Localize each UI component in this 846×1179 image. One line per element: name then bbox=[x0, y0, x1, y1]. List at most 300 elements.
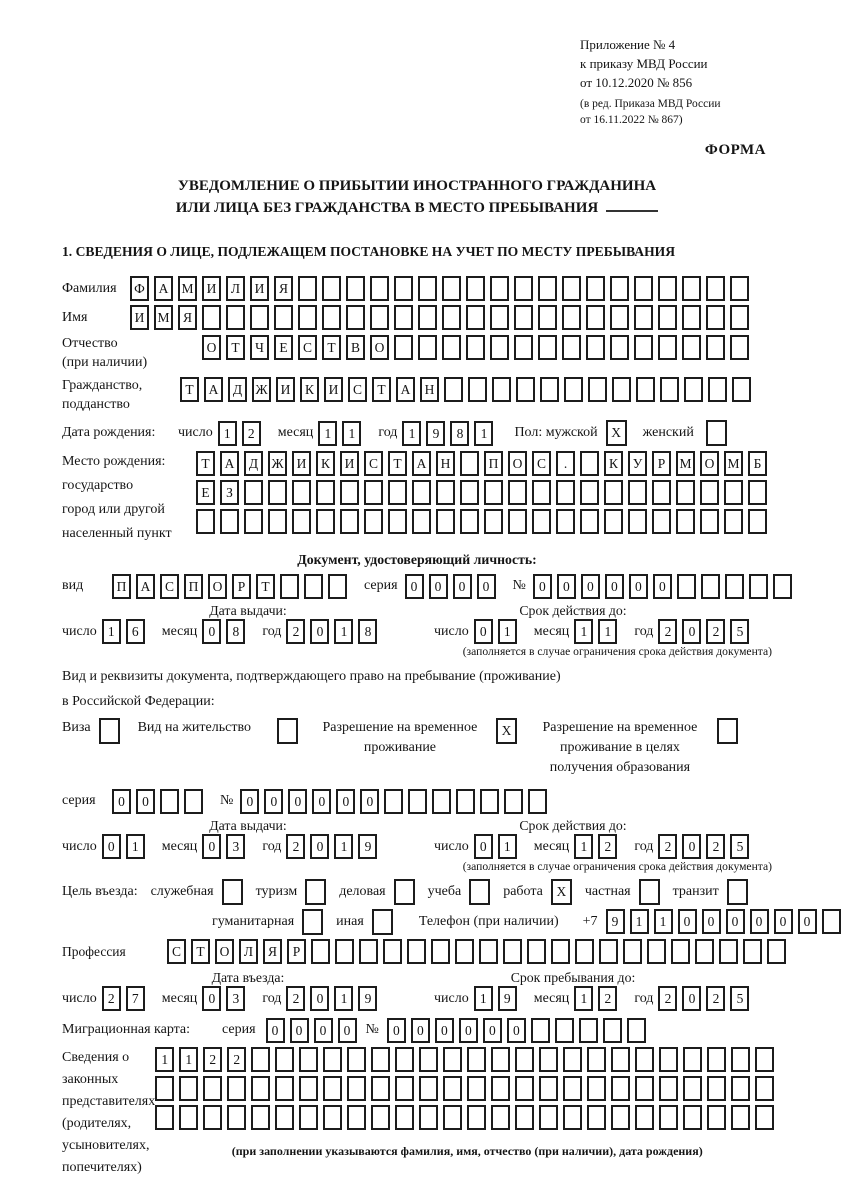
char-cell[interactable] bbox=[250, 305, 269, 330]
char-cell[interactable] bbox=[394, 305, 413, 330]
char-cell[interactable]: 0 bbox=[557, 574, 576, 599]
char-cell[interactable] bbox=[700, 480, 719, 505]
char-cell[interactable] bbox=[323, 1047, 342, 1072]
char-cell[interactable] bbox=[340, 480, 359, 505]
char-cell[interactable] bbox=[822, 909, 841, 934]
char-cell[interactable] bbox=[700, 509, 719, 534]
char-cell[interactable]: 0 bbox=[405, 574, 424, 599]
char-cell[interactable]: М bbox=[676, 451, 695, 476]
char-cell[interactable] bbox=[418, 335, 437, 360]
char-cell[interactable]: 1 bbox=[334, 986, 353, 1011]
checkbox-cell[interactable] bbox=[469, 879, 490, 905]
char-cell[interactable] bbox=[467, 1047, 486, 1072]
char-cell[interactable]: В bbox=[346, 335, 365, 360]
char-cell[interactable] bbox=[442, 276, 461, 301]
char-cell[interactable]: 1 bbox=[630, 909, 649, 934]
char-cell[interactable]: 1 bbox=[102, 619, 121, 644]
char-cell[interactable] bbox=[371, 1105, 390, 1130]
char-cell[interactable] bbox=[611, 1076, 630, 1101]
char-cell[interactable] bbox=[587, 1105, 606, 1130]
char-cell[interactable] bbox=[466, 335, 485, 360]
char-cell[interactable]: Е bbox=[196, 480, 215, 505]
char-cell[interactable] bbox=[298, 276, 317, 301]
char-cell[interactable]: 0 bbox=[774, 909, 793, 934]
char-cell[interactable] bbox=[634, 305, 653, 330]
char-cell[interactable]: 0 bbox=[678, 909, 697, 934]
char-cell[interactable]: Т bbox=[256, 574, 275, 599]
char-cell[interactable] bbox=[748, 480, 767, 505]
char-cell[interactable] bbox=[682, 305, 701, 330]
char-cell[interactable] bbox=[731, 1047, 750, 1072]
char-cell[interactable] bbox=[268, 509, 287, 534]
char-cell[interactable] bbox=[659, 1076, 678, 1101]
char-cell[interactable] bbox=[491, 1047, 510, 1072]
char-cell[interactable] bbox=[683, 1105, 702, 1130]
char-cell[interactable] bbox=[407, 939, 426, 964]
char-cell[interactable]: 0 bbox=[474, 834, 493, 859]
char-cell[interactable]: 0 bbox=[290, 1018, 309, 1043]
char-cell[interactable]: 0 bbox=[533, 574, 552, 599]
char-cell[interactable] bbox=[184, 789, 203, 814]
char-cell[interactable] bbox=[719, 939, 738, 964]
char-cell[interactable] bbox=[408, 789, 427, 814]
char-cell[interactable] bbox=[604, 480, 623, 505]
char-cell[interactable] bbox=[724, 480, 743, 505]
char-cell[interactable]: 0 bbox=[682, 986, 701, 1011]
char-cell[interactable]: 1 bbox=[498, 619, 517, 644]
char-cell[interactable] bbox=[251, 1105, 270, 1130]
char-cell[interactable] bbox=[226, 305, 245, 330]
char-cell[interactable] bbox=[484, 480, 503, 505]
char-cell[interactable]: 0 bbox=[459, 1018, 478, 1043]
char-cell[interactable] bbox=[707, 1076, 726, 1101]
char-cell[interactable] bbox=[564, 377, 583, 402]
char-cell[interactable]: 0 bbox=[605, 574, 624, 599]
char-cell[interactable] bbox=[299, 1076, 318, 1101]
char-cell[interactable] bbox=[179, 1076, 198, 1101]
char-cell[interactable] bbox=[371, 1047, 390, 1072]
char-cell[interactable]: 9 bbox=[358, 986, 377, 1011]
char-cell[interactable]: 0 bbox=[387, 1018, 406, 1043]
char-cell[interactable]: 0 bbox=[264, 789, 283, 814]
char-cell[interactable] bbox=[466, 305, 485, 330]
char-cell[interactable] bbox=[671, 939, 690, 964]
char-cell[interactable] bbox=[268, 480, 287, 505]
char-cell[interactable] bbox=[586, 335, 605, 360]
char-cell[interactable] bbox=[515, 1105, 534, 1130]
char-cell[interactable] bbox=[322, 305, 341, 330]
checkbox-cell[interactable] bbox=[706, 420, 727, 446]
char-cell[interactable] bbox=[658, 276, 677, 301]
char-cell[interactable] bbox=[274, 305, 293, 330]
char-cell[interactable] bbox=[562, 335, 581, 360]
char-cell[interactable] bbox=[251, 1076, 270, 1101]
char-cell[interactable] bbox=[731, 1076, 750, 1101]
char-cell[interactable] bbox=[480, 789, 499, 814]
checkbox-cell[interactable] bbox=[99, 718, 120, 744]
char-cell[interactable] bbox=[322, 276, 341, 301]
char-cell[interactable] bbox=[179, 1105, 198, 1130]
char-cell[interactable]: 0 bbox=[682, 834, 701, 859]
checkbox-cell[interactable] bbox=[717, 718, 738, 744]
char-cell[interactable] bbox=[706, 305, 725, 330]
char-cell[interactable]: Т bbox=[372, 377, 391, 402]
char-cell[interactable] bbox=[251, 1047, 270, 1072]
char-cell[interactable]: 0 bbox=[581, 574, 600, 599]
char-cell[interactable]: М bbox=[724, 451, 743, 476]
char-cell[interactable] bbox=[346, 276, 365, 301]
char-cell[interactable] bbox=[467, 1076, 486, 1101]
char-cell[interactable] bbox=[460, 480, 479, 505]
char-cell[interactable] bbox=[275, 1076, 294, 1101]
char-cell[interactable]: Я bbox=[263, 939, 282, 964]
char-cell[interactable] bbox=[587, 1076, 606, 1101]
char-cell[interactable]: Т bbox=[322, 335, 341, 360]
char-cell[interactable] bbox=[652, 480, 671, 505]
char-cell[interactable]: 0 bbox=[338, 1018, 357, 1043]
char-cell[interactable] bbox=[244, 480, 263, 505]
char-cell[interactable] bbox=[347, 1047, 366, 1072]
char-cell[interactable] bbox=[370, 305, 389, 330]
char-cell[interactable] bbox=[562, 305, 581, 330]
char-cell[interactable] bbox=[370, 276, 389, 301]
char-cell[interactable]: 2 bbox=[658, 619, 677, 644]
char-cell[interactable] bbox=[563, 1076, 582, 1101]
char-cell[interactable] bbox=[503, 939, 522, 964]
char-cell[interactable] bbox=[394, 276, 413, 301]
char-cell[interactable] bbox=[579, 1018, 598, 1043]
char-cell[interactable] bbox=[588, 377, 607, 402]
char-cell[interactable]: 1 bbox=[126, 834, 145, 859]
char-cell[interactable] bbox=[394, 335, 413, 360]
char-cell[interactable] bbox=[556, 480, 575, 505]
char-cell[interactable]: К bbox=[300, 377, 319, 402]
char-cell[interactable]: А bbox=[396, 377, 415, 402]
char-cell[interactable] bbox=[682, 276, 701, 301]
char-cell[interactable] bbox=[484, 509, 503, 534]
checkbox-cell[interactable] bbox=[394, 879, 415, 905]
char-cell[interactable] bbox=[292, 480, 311, 505]
char-cell[interactable]: Б bbox=[748, 451, 767, 476]
char-cell[interactable] bbox=[682, 335, 701, 360]
char-cell[interactable] bbox=[384, 789, 403, 814]
char-cell[interactable] bbox=[634, 335, 653, 360]
char-cell[interactable] bbox=[701, 574, 720, 599]
char-cell[interactable] bbox=[725, 574, 744, 599]
char-cell[interactable]: 0 bbox=[310, 834, 329, 859]
char-cell[interactable] bbox=[551, 939, 570, 964]
char-cell[interactable] bbox=[316, 509, 335, 534]
char-cell[interactable]: Т bbox=[226, 335, 245, 360]
char-cell[interactable] bbox=[708, 377, 727, 402]
char-cell[interactable] bbox=[443, 1047, 462, 1072]
char-cell[interactable] bbox=[412, 480, 431, 505]
char-cell[interactable] bbox=[383, 939, 402, 964]
char-cell[interactable]: А bbox=[136, 574, 155, 599]
char-cell[interactable]: Ф bbox=[130, 276, 149, 301]
char-cell[interactable] bbox=[346, 305, 365, 330]
char-cell[interactable] bbox=[431, 939, 450, 964]
char-cell[interactable] bbox=[610, 335, 629, 360]
char-cell[interactable]: 8 bbox=[226, 619, 245, 644]
char-cell[interactable] bbox=[371, 1076, 390, 1101]
char-cell[interactable]: 2 bbox=[242, 421, 261, 446]
char-cell[interactable] bbox=[311, 939, 330, 964]
char-cell[interactable]: З bbox=[220, 480, 239, 505]
char-cell[interactable]: 1 bbox=[474, 986, 493, 1011]
char-cell[interactable] bbox=[443, 1076, 462, 1101]
char-cell[interactable]: С bbox=[167, 939, 186, 964]
char-cell[interactable] bbox=[628, 509, 647, 534]
char-cell[interactable]: 0 bbox=[102, 834, 121, 859]
char-cell[interactable] bbox=[610, 276, 629, 301]
char-cell[interactable]: 0 bbox=[336, 789, 355, 814]
char-cell[interactable]: Л bbox=[239, 939, 258, 964]
char-cell[interactable]: Н bbox=[420, 377, 439, 402]
checkbox-cell[interactable] bbox=[277, 718, 298, 744]
char-cell[interactable]: 0 bbox=[629, 574, 648, 599]
char-cell[interactable] bbox=[418, 276, 437, 301]
char-cell[interactable]: 0 bbox=[726, 909, 745, 934]
char-cell[interactable] bbox=[492, 377, 511, 402]
char-cell[interactable] bbox=[328, 574, 347, 599]
char-cell[interactable] bbox=[603, 1018, 622, 1043]
char-cell[interactable]: 5 bbox=[730, 619, 749, 644]
char-cell[interactable]: 0 bbox=[136, 789, 155, 814]
char-cell[interactable]: 0 bbox=[202, 986, 221, 1011]
char-cell[interactable]: 5 bbox=[730, 986, 749, 1011]
char-cell[interactable]: 9 bbox=[498, 986, 517, 1011]
char-cell[interactable]: О bbox=[215, 939, 234, 964]
char-cell[interactable]: О bbox=[370, 335, 389, 360]
char-cell[interactable]: О bbox=[202, 335, 221, 360]
char-cell[interactable]: 0 bbox=[483, 1018, 502, 1043]
checkbox-cell[interactable] bbox=[639, 879, 660, 905]
char-cell[interactable] bbox=[388, 480, 407, 505]
char-cell[interactable] bbox=[323, 1105, 342, 1130]
char-cell[interactable]: 1 bbox=[498, 834, 517, 859]
char-cell[interactable] bbox=[202, 305, 221, 330]
char-cell[interactable] bbox=[418, 305, 437, 330]
char-cell[interactable]: . bbox=[556, 451, 575, 476]
char-cell[interactable] bbox=[528, 789, 547, 814]
char-cell[interactable]: 1 bbox=[598, 619, 617, 644]
char-cell[interactable] bbox=[504, 789, 523, 814]
char-cell[interactable]: И bbox=[202, 276, 221, 301]
char-cell[interactable] bbox=[155, 1076, 174, 1101]
char-cell[interactable] bbox=[532, 480, 551, 505]
char-cell[interactable]: П bbox=[484, 451, 503, 476]
char-cell[interactable]: 0 bbox=[360, 789, 379, 814]
char-cell[interactable] bbox=[467, 1105, 486, 1130]
char-cell[interactable] bbox=[275, 1047, 294, 1072]
char-cell[interactable] bbox=[515, 1047, 534, 1072]
char-cell[interactable] bbox=[658, 335, 677, 360]
char-cell[interactable] bbox=[635, 1105, 654, 1130]
checkbox-cell[interactable]: X bbox=[606, 420, 627, 446]
char-cell[interactable] bbox=[731, 1105, 750, 1130]
char-cell[interactable]: 1 bbox=[334, 834, 353, 859]
char-cell[interactable] bbox=[580, 480, 599, 505]
char-cell[interactable]: А bbox=[154, 276, 173, 301]
char-cell[interactable] bbox=[724, 509, 743, 534]
char-cell[interactable] bbox=[773, 574, 792, 599]
char-cell[interactable] bbox=[652, 509, 671, 534]
char-cell[interactable] bbox=[442, 305, 461, 330]
char-cell[interactable]: 2 bbox=[598, 834, 617, 859]
char-cell[interactable]: 2 bbox=[286, 834, 305, 859]
char-cell[interactable] bbox=[556, 509, 575, 534]
char-cell[interactable] bbox=[514, 276, 533, 301]
char-cell[interactable]: С bbox=[160, 574, 179, 599]
char-cell[interactable]: 2 bbox=[706, 986, 725, 1011]
char-cell[interactable] bbox=[203, 1076, 222, 1101]
char-cell[interactable]: Р bbox=[652, 451, 671, 476]
char-cell[interactable] bbox=[160, 789, 179, 814]
char-cell[interactable]: К bbox=[316, 451, 335, 476]
char-cell[interactable] bbox=[436, 509, 455, 534]
char-cell[interactable] bbox=[562, 276, 581, 301]
char-cell[interactable] bbox=[767, 939, 786, 964]
char-cell[interactable] bbox=[340, 509, 359, 534]
char-cell[interactable]: О bbox=[508, 451, 527, 476]
char-cell[interactable]: Д bbox=[228, 377, 247, 402]
char-cell[interactable] bbox=[491, 1105, 510, 1130]
char-cell[interactable] bbox=[555, 1018, 574, 1043]
char-cell[interactable]: 0 bbox=[750, 909, 769, 934]
char-cell[interactable]: 2 bbox=[598, 986, 617, 1011]
char-cell[interactable]: Т bbox=[191, 939, 210, 964]
char-cell[interactable] bbox=[563, 1047, 582, 1072]
char-cell[interactable] bbox=[623, 939, 642, 964]
char-cell[interactable]: 3 bbox=[226, 834, 245, 859]
char-cell[interactable]: Т bbox=[180, 377, 199, 402]
char-cell[interactable]: 9 bbox=[358, 834, 377, 859]
char-cell[interactable] bbox=[755, 1047, 774, 1072]
checkbox-cell[interactable] bbox=[222, 879, 243, 905]
char-cell[interactable] bbox=[419, 1047, 438, 1072]
char-cell[interactable]: А bbox=[412, 451, 431, 476]
char-cell[interactable]: Н bbox=[436, 451, 455, 476]
char-cell[interactable] bbox=[444, 377, 463, 402]
char-cell[interactable]: 2 bbox=[658, 834, 677, 859]
char-cell[interactable]: С bbox=[364, 451, 383, 476]
char-cell[interactable] bbox=[748, 509, 767, 534]
char-cell[interactable]: 1 bbox=[574, 619, 593, 644]
char-cell[interactable]: И bbox=[276, 377, 295, 402]
char-cell[interactable]: 0 bbox=[411, 1018, 430, 1043]
char-cell[interactable] bbox=[563, 1105, 582, 1130]
char-cell[interactable] bbox=[604, 509, 623, 534]
char-cell[interactable] bbox=[539, 1047, 558, 1072]
char-cell[interactable] bbox=[442, 335, 461, 360]
char-cell[interactable]: К bbox=[604, 451, 623, 476]
char-cell[interactable] bbox=[636, 377, 655, 402]
char-cell[interactable]: О bbox=[700, 451, 719, 476]
char-cell[interactable]: И bbox=[250, 276, 269, 301]
char-cell[interactable] bbox=[479, 939, 498, 964]
char-cell[interactable] bbox=[627, 1018, 646, 1043]
char-cell[interactable]: П bbox=[112, 574, 131, 599]
char-cell[interactable]: Я bbox=[178, 305, 197, 330]
char-cell[interactable]: 0 bbox=[702, 909, 721, 934]
char-cell[interactable] bbox=[538, 276, 557, 301]
char-cell[interactable]: 2 bbox=[286, 619, 305, 644]
char-cell[interactable] bbox=[683, 1076, 702, 1101]
char-cell[interactable] bbox=[732, 377, 751, 402]
char-cell[interactable] bbox=[364, 509, 383, 534]
char-cell[interactable]: 1 bbox=[218, 421, 237, 446]
char-cell[interactable] bbox=[515, 1076, 534, 1101]
char-cell[interactable] bbox=[455, 939, 474, 964]
char-cell[interactable]: 9 bbox=[426, 421, 445, 446]
char-cell[interactable] bbox=[635, 1047, 654, 1072]
char-cell[interactable]: 0 bbox=[507, 1018, 526, 1043]
char-cell[interactable]: 0 bbox=[477, 574, 496, 599]
char-cell[interactable] bbox=[634, 276, 653, 301]
char-cell[interactable]: Д bbox=[244, 451, 263, 476]
char-cell[interactable] bbox=[395, 1047, 414, 1072]
char-cell[interactable]: 0 bbox=[240, 789, 259, 814]
char-cell[interactable] bbox=[743, 939, 762, 964]
char-cell[interactable]: 1 bbox=[318, 421, 337, 446]
char-cell[interactable] bbox=[538, 305, 557, 330]
checkbox-cell[interactable]: X bbox=[496, 718, 517, 744]
char-cell[interactable]: 0 bbox=[202, 834, 221, 859]
char-cell[interactable] bbox=[514, 335, 533, 360]
char-cell[interactable] bbox=[610, 305, 629, 330]
char-cell[interactable] bbox=[347, 1105, 366, 1130]
char-cell[interactable] bbox=[659, 1105, 678, 1130]
char-cell[interactable]: С bbox=[298, 335, 317, 360]
char-cell[interactable]: 0 bbox=[653, 574, 672, 599]
char-cell[interactable] bbox=[599, 939, 618, 964]
char-cell[interactable]: 6 bbox=[126, 619, 145, 644]
char-cell[interactable] bbox=[587, 1047, 606, 1072]
char-cell[interactable]: Т bbox=[196, 451, 215, 476]
char-cell[interactable] bbox=[468, 377, 487, 402]
char-cell[interactable] bbox=[695, 939, 714, 964]
char-cell[interactable] bbox=[388, 509, 407, 534]
char-cell[interactable] bbox=[490, 305, 509, 330]
char-cell[interactable]: И bbox=[340, 451, 359, 476]
char-cell[interactable] bbox=[706, 276, 725, 301]
char-cell[interactable]: 3 bbox=[226, 986, 245, 1011]
char-cell[interactable]: 1 bbox=[155, 1047, 174, 1072]
char-cell[interactable] bbox=[335, 939, 354, 964]
char-cell[interactable] bbox=[432, 789, 451, 814]
char-cell[interactable]: 0 bbox=[112, 789, 131, 814]
char-cell[interactable]: 0 bbox=[312, 789, 331, 814]
char-cell[interactable]: 2 bbox=[227, 1047, 246, 1072]
char-cell[interactable] bbox=[227, 1076, 246, 1101]
char-cell[interactable]: 1 bbox=[574, 834, 593, 859]
char-cell[interactable] bbox=[316, 480, 335, 505]
char-cell[interactable]: 0 bbox=[453, 574, 472, 599]
char-cell[interactable] bbox=[730, 335, 749, 360]
char-cell[interactable]: 1 bbox=[334, 619, 353, 644]
char-cell[interactable] bbox=[412, 509, 431, 534]
char-cell[interactable] bbox=[359, 939, 378, 964]
char-cell[interactable] bbox=[532, 509, 551, 534]
char-cell[interactable]: 0 bbox=[798, 909, 817, 934]
char-cell[interactable]: Т bbox=[388, 451, 407, 476]
char-cell[interactable]: Ж bbox=[252, 377, 271, 402]
char-cell[interactable]: Р bbox=[232, 574, 251, 599]
char-cell[interactable]: 0 bbox=[310, 619, 329, 644]
char-cell[interactable] bbox=[539, 1076, 558, 1101]
char-cell[interactable]: 1 bbox=[342, 421, 361, 446]
